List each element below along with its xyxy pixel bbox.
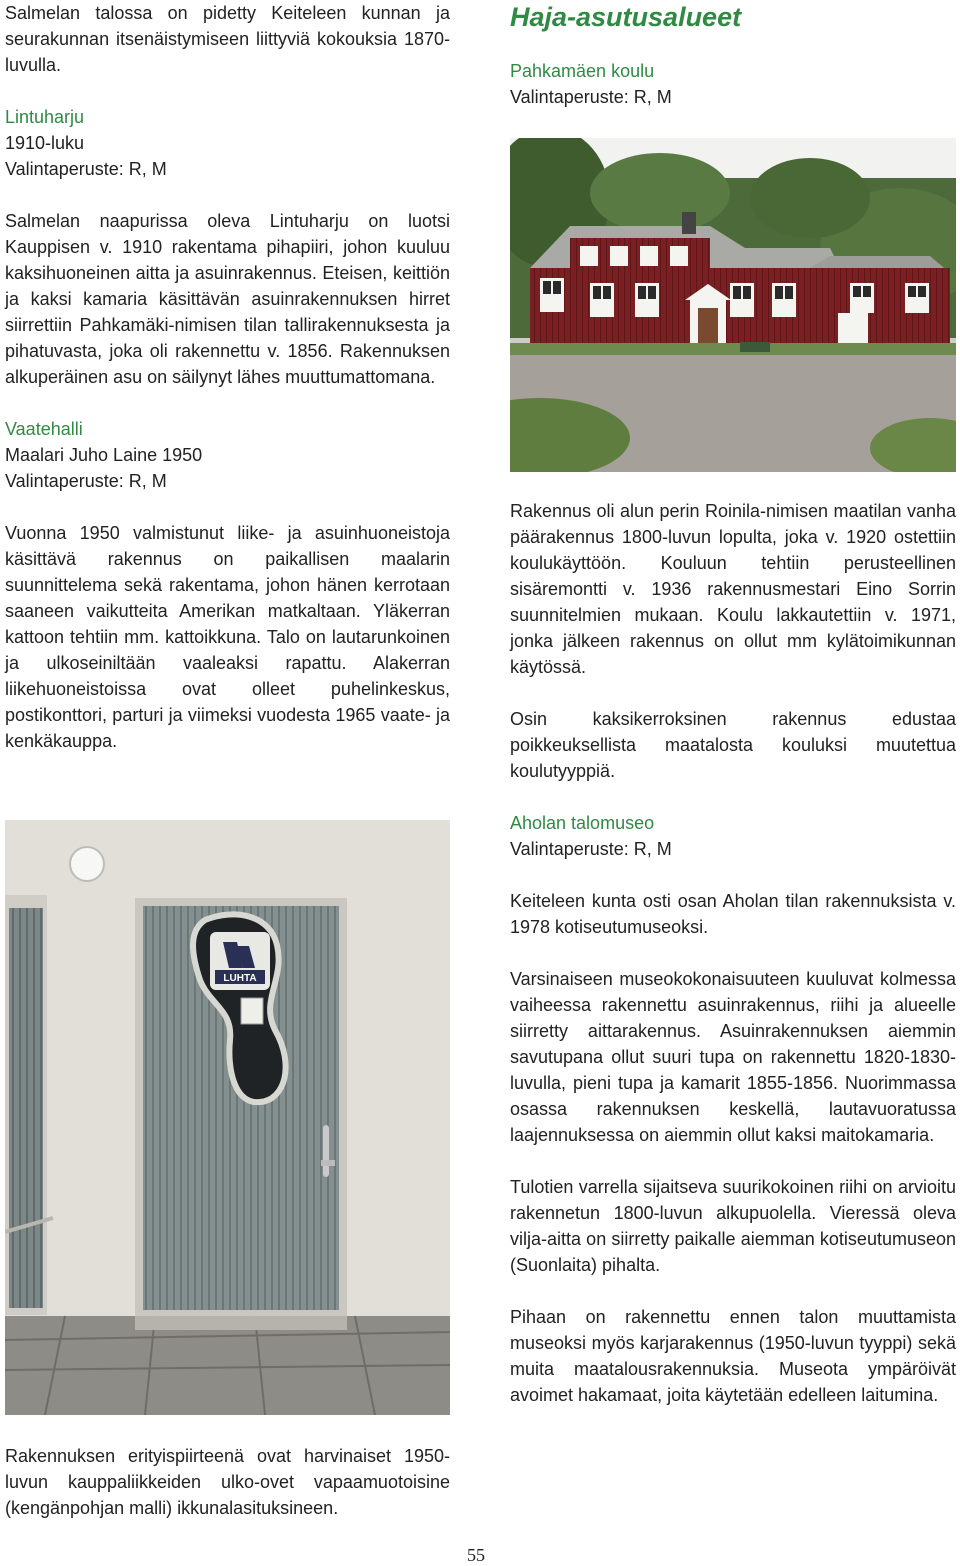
- ahola-text-3: Tulotien varrella sijaitseva suurikokoinen riihi on arvioitu rakennetun 1800-luvun alkupuolella. Vieressä oleva vilja-aitta on siirretty paikalle aiemman kotiseutumuseon (Suonlaita) pihalta.: [510, 1177, 956, 1275]
- door-caption-block: [5, 1443, 450, 1521]
- pahkamaki-text-1: Rakennus oli alun perin Roinila-nimisen maatilan vanha päärakennus 1800-luvun lopulta, joka v. 1920 ostettiin koulukäyttöön. Kouluun tehtiin perusteellinen sisäremontti v. 1936 rakennusmestari Eino Sorrin suunnitelmien mukaan. Koulu lakkautettiin v. 1971, jonka jälkeen rakennus on ollut mm kylätoimikunnan käytössä.: [510, 501, 956, 677]
- ahola-text-2: Varsinaiseen museokokonaisuuteen kuuluvat kolmessa vaiheessa rakennettu asuinrakennus, riihi ja alueelle siirretty aittarakennus. Asuinrakennuksen aiemmin savutupana ollut suuri tupa on rakennettu 1820-1830-luvulla, pieni tupa ja kamarit 1855-1856. Nuorimmassa osassa rakennuksen keskellä, lautavuoratussa laajennuksessa on aiemmin ollut kaksi maitokamaria.: [510, 969, 956, 1145]
- ahola-criteria: Valintaperuste: R, M: [510, 839, 672, 859]
- vaatehalli-text: Vuonna 1950 valmistunut liike- ja asuinhuoneistoja käsittävä rakennus on paikallisen maalarin suunnittelema sekä rakentama, johon hänen kerrotaan saaneen vaikutteita Amerikan matkaltaan. Yläkerran kattoon tehtiin mm. kattoikkuna. Talo on lautarunkoinen ja ulkoseiniltään vaaleaksi rapattu. Alakerran liikehuoneistoissa ovat olleet puhelinkeskus, postikonttori, parturi ja viimeksi vuodesta 1965 vaate- ja kenkäkauppa.: [5, 523, 450, 751]
- left-column: [5, 0, 450, 754]
- luhta-logo-text: LUHTA: [223, 973, 257, 984]
- lintuharju-title: Lintuharju: [5, 107, 85, 127]
- pahkamaki-title: Pahkamäen koulu: [510, 61, 655, 81]
- pahkamaki-text-2: Osin kaksikerroksinen rakennus edustaa poikkeuksellista maatalosta kouluksi muutettua koulutyyppiä.: [510, 709, 956, 781]
- lintuharju-criteria: Valintaperuste: R, M: [5, 159, 167, 179]
- ahola-text-4: Pihaan on rakennettu ennen talon muuttamista museoksi myös karjarakennus (1950-luvun tyyppi) sekä muita maatalousrakennuksia. Museota ympäröivät avoimet hakamaat, joita käytetään edelleen laitumina.: [510, 1307, 956, 1405]
- lintuharju-period: 1910-luku: [5, 133, 85, 153]
- door-photo: [5, 820, 450, 1415]
- right-column: [510, 0, 956, 110]
- page-number: 55: [467, 1545, 485, 1565]
- lintuharju-text: Salmelan naapurissa oleva Lintuharju on luotsi Kauppisen v. 1910 rakentama pihapiiri, johon kuuluu kaksihuoneinen aitta ja asuinrakennus. Eteisen, keittiön ja kaksi kamaria käsittävän asuinrakennuksen hirret siirrettiin Pahkamäki-nimisen tilan tallirakennuksesta ja pihatuvasta, joka oli rakennettu v. 1856. Rakennuksen alkuperäinen asu on säilynyt lähes muuttumattomana.: [5, 211, 450, 387]
- intro-paragraph: Salmelan talossa on pidetty Keiteleen kunnan ja seurakunnan itsenäistymiseen liittyviä kokouksia 1870-luvulla.: [5, 3, 450, 75]
- vaatehalli-criteria: Valintaperuste: R, M: [5, 471, 167, 491]
- door-caption: Rakennuksen erityispiirteenä ovat harvinaiset 1950-luvun kauppaliikkeiden ulko-ovet vapaamuotoisine (kengänpohjan malli) ikkunalasituksineen.: [5, 1446, 450, 1518]
- right-lower-column: [510, 498, 956, 1408]
- ahola-title: Aholan talomuseo: [510, 813, 655, 833]
- section-title: Haja-asutusalueet: [510, 2, 742, 32]
- school-photo: [510, 138, 956, 472]
- vaatehalli-subtitle: Maalari Juho Laine 1950: [5, 445, 203, 465]
- vaatehalli-title: Vaatehalli: [5, 419, 83, 439]
- ahola-text-1: Keiteleen kunta osti osan Aholan tilan rakennuksista v. 1978 kotiseutumuseoksi.: [510, 891, 956, 937]
- pahkamaki-criteria: Valintaperuste: R, M: [510, 87, 672, 107]
